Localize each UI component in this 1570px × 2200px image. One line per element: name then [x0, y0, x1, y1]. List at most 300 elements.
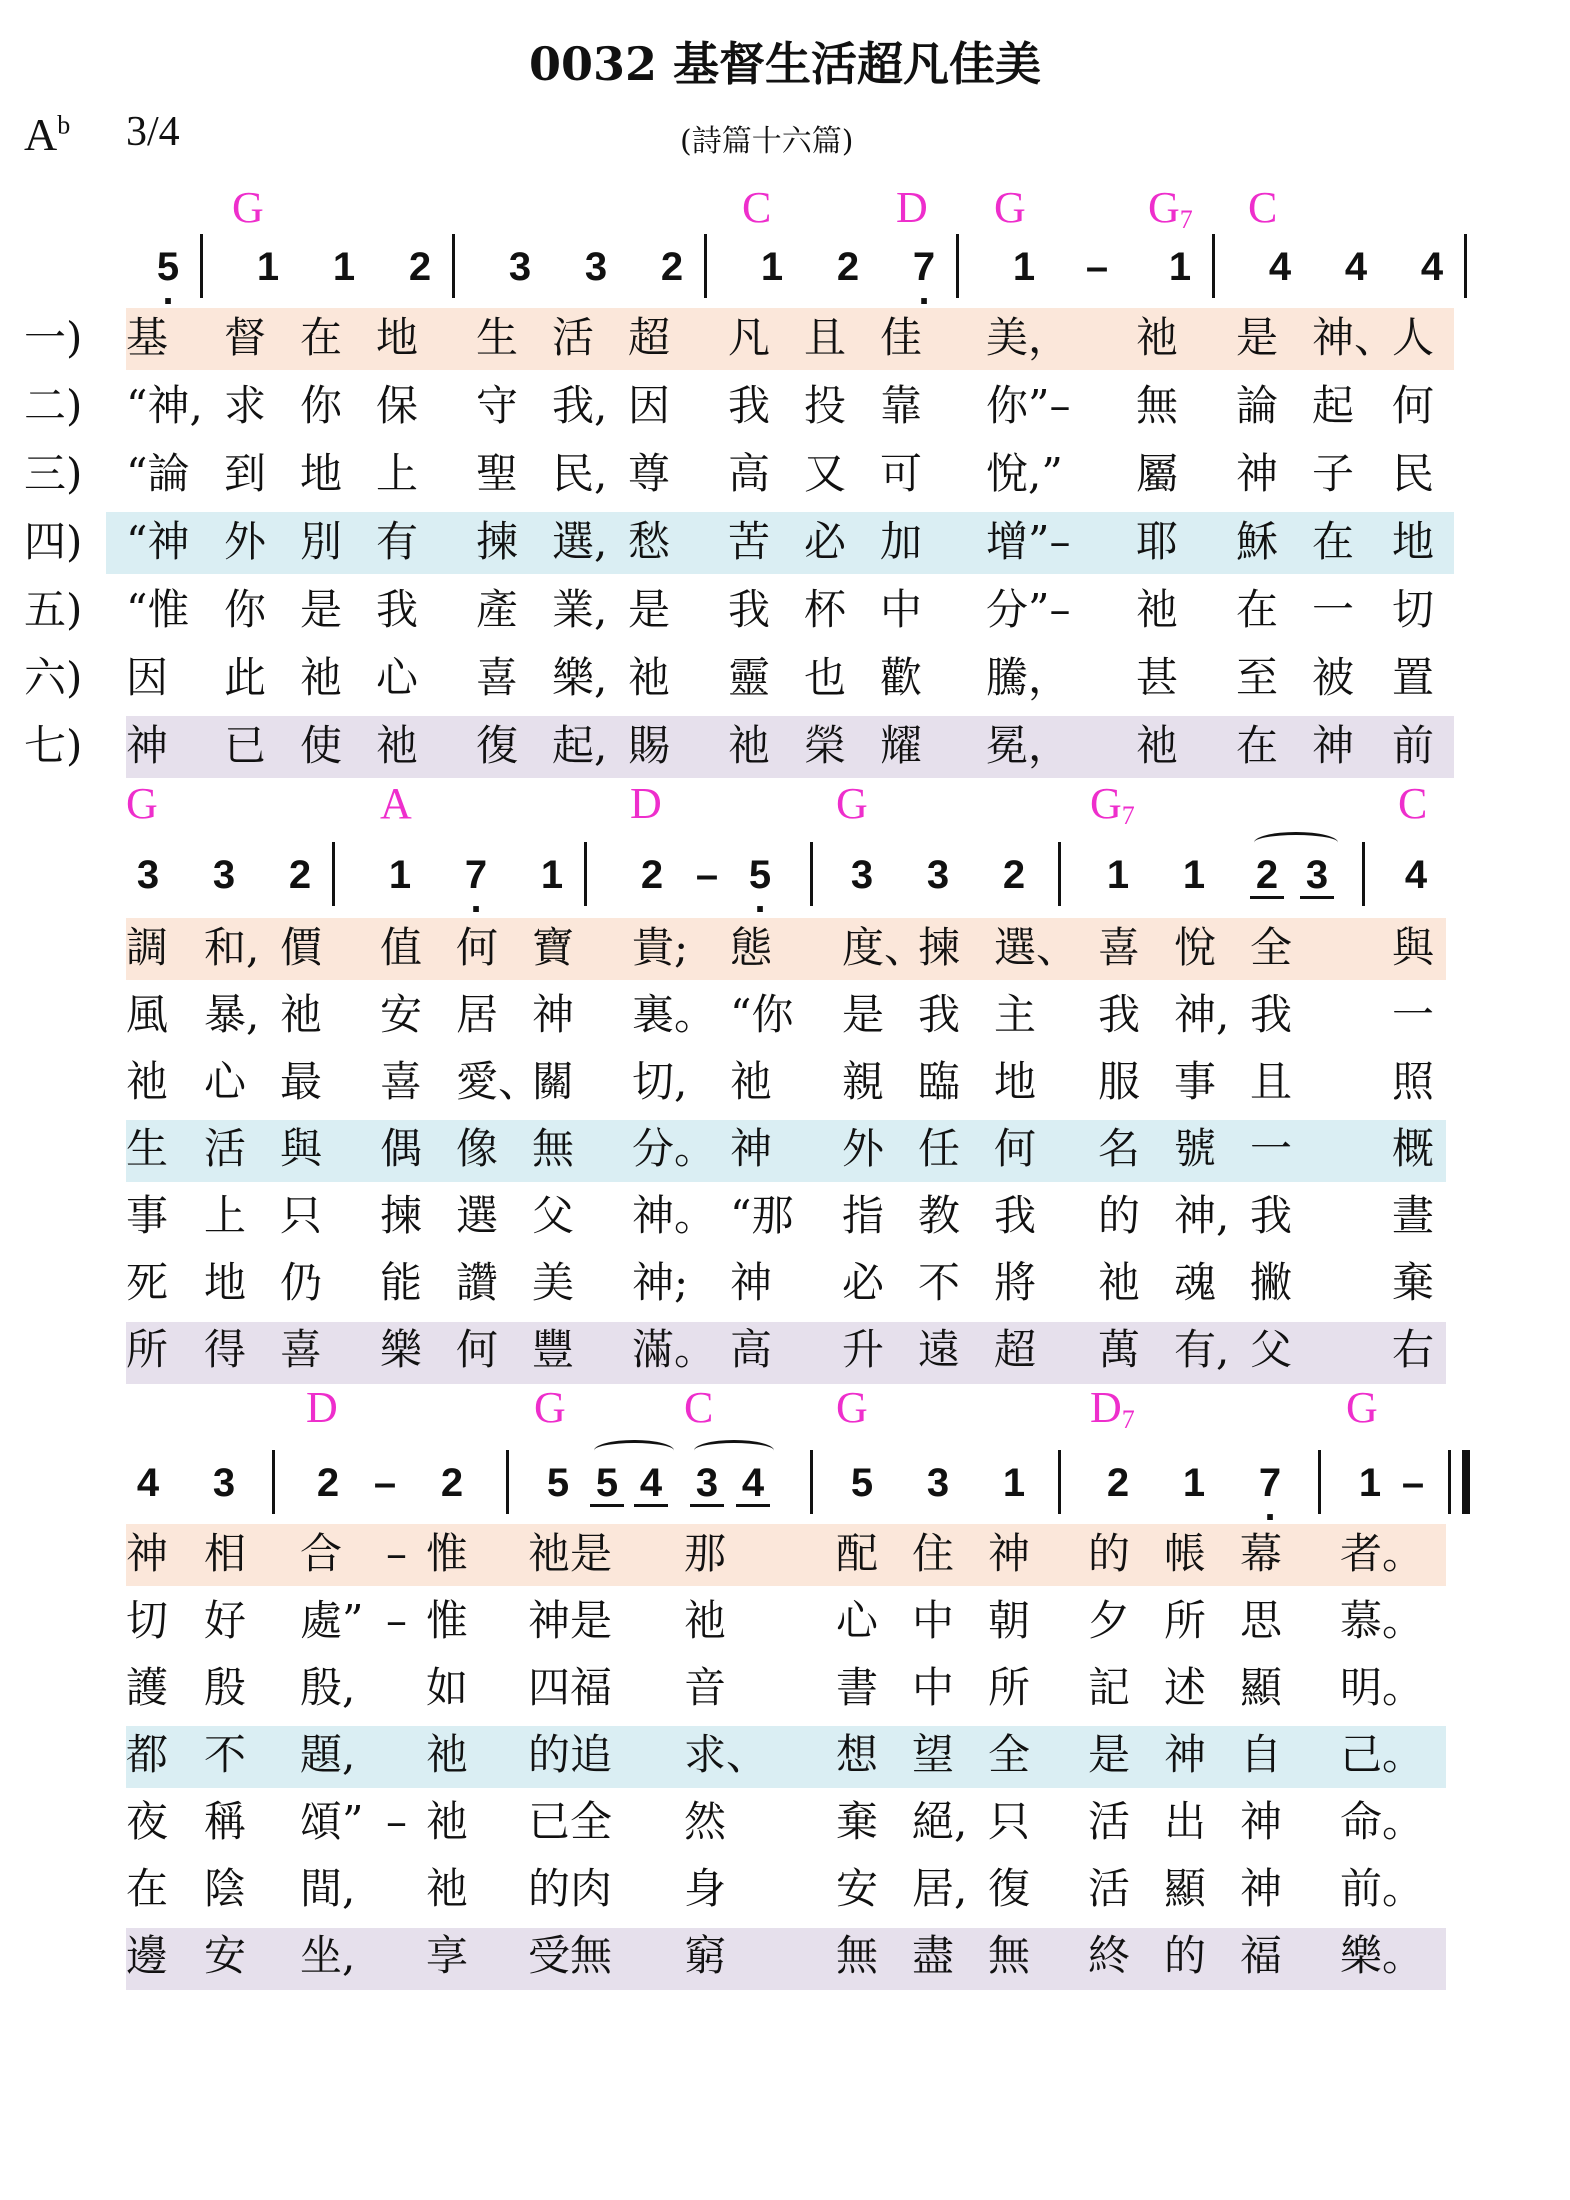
jianpu-note: 3 — [508, 245, 532, 289]
lyric-syllable: 顯 — [1164, 1864, 1207, 1913]
jianpu-note: 1 — [388, 853, 412, 897]
lyric-syllable: 四福 — [528, 1663, 613, 1712]
jianpu-note: 4 — [1268, 245, 1292, 289]
lyric-syllable: 窮 — [684, 1931, 727, 1980]
chord-symbol — [1090, 779, 1135, 838]
lyric-syllable: 心 — [376, 653, 419, 702]
lyric-syllable: 裏。 — [632, 990, 717, 1039]
lyric-syllable: 樂。 — [1340, 1931, 1425, 1980]
jianpu-note: 4 — [1344, 245, 1368, 289]
lyric-syllable: 高 — [730, 1325, 773, 1374]
lyric-syllable: 督 — [224, 313, 267, 362]
lyric-syllable: 何 — [456, 1325, 499, 1374]
slur-mark — [594, 1440, 674, 1461]
jianpu-note: 4 — [634, 1460, 668, 1507]
lyric-syllable: 揀 — [476, 517, 519, 566]
lyric-syllable: 一 — [1392, 990, 1435, 1039]
jianpu-note: 1 — [1358, 1461, 1382, 1505]
lyric-syllable: 你 — [224, 585, 267, 634]
jianpu-note: 2 — [640, 853, 664, 897]
lyric-syllable: 只 — [988, 1797, 1031, 1846]
lyric-syllable: 凡 — [728, 313, 771, 362]
lyric-syllable: 在 — [1312, 517, 1355, 566]
lyric-syllable: 心 — [836, 1596, 879, 1645]
lyric-syllable: 祂 — [426, 1797, 469, 1846]
lyric-syllable: 住 — [912, 1529, 955, 1578]
lyric-syllable: 業, — [552, 585, 608, 634]
lyric-syllable: 神, — [1174, 990, 1230, 1039]
chord-symbol — [836, 779, 868, 828]
lyric-syllable: 因 — [628, 381, 671, 430]
lyric-syllable: 全 — [988, 1730, 1031, 1779]
lyric-syllable: 耶 — [1136, 517, 1179, 566]
barline — [1058, 842, 1061, 906]
lyric-syllable: 死 — [126, 1258, 169, 1307]
lyric-syllable: 我 — [918, 990, 961, 1039]
lyric-syllable: 保 — [376, 381, 419, 430]
lyric-syllable: 尊 — [628, 449, 671, 498]
chord-symbol — [994, 183, 1026, 232]
lyric-syllable: 所 — [126, 1325, 169, 1374]
lyric-syllable: 生 — [476, 313, 519, 362]
lyric-syllable: 地 — [300, 449, 343, 498]
verse-7-band — [126, 1322, 1446, 1384]
lyric-syllable: 陰 — [204, 1864, 247, 1913]
lyric-syllable: 前 — [1392, 721, 1435, 770]
jianpu-note: 2 — [316, 1461, 340, 1505]
lyric-syllable: 生 — [126, 1124, 169, 1173]
lyric-syllable: 何 — [456, 923, 499, 972]
lyric-syllable: 祂 — [426, 1730, 469, 1779]
lyric-syllable: 祂 — [1136, 313, 1179, 362]
barline — [452, 234, 455, 298]
chord-root: D — [306, 1383, 338, 1432]
lyric-syllable: 上 — [204, 1191, 247, 1240]
lyric-syllable: 處” — [300, 1596, 364, 1645]
chord-symbol — [684, 1383, 714, 1432]
lyric-syllable: 不 — [204, 1730, 247, 1779]
jianpu-note: 7 . — [904, 244, 944, 290]
lyric-syllable: 只 — [280, 1191, 323, 1240]
lyric-syllable: 超 — [628, 313, 671, 362]
lyric-syllable: 居, — [912, 1864, 968, 1913]
lyric-syllable: 地 — [1392, 517, 1435, 566]
lyric-syllable: 豐 — [532, 1325, 575, 1374]
lyric-syllable: 棄 — [1392, 1258, 1435, 1307]
lyric-syllable: 切, — [632, 1057, 688, 1106]
lyric-syllable: “那 — [730, 1191, 794, 1240]
lyric-syllable: 指 — [842, 1191, 885, 1240]
lyric-syllable: 何 — [1392, 381, 1435, 430]
lyric-syllable: – — [386, 1596, 407, 1645]
lyric-syllable: 記 — [1088, 1663, 1131, 1712]
lyric-syllable: 至 — [1236, 653, 1279, 702]
chord-extension: 7 — [1121, 1405, 1135, 1434]
lyric-syllable: 活 — [204, 1124, 247, 1173]
lyric-syllable: 與 — [280, 1124, 323, 1173]
lyric-syllable: 增”– — [986, 517, 1071, 566]
lyric-syllable: 絕, — [912, 1797, 968, 1846]
chord-symbol — [836, 1383, 868, 1432]
chord-symbol — [232, 183, 264, 232]
lyric-syllable: 祂 — [728, 721, 771, 770]
jianpu-note: 5 — [590, 1460, 624, 1507]
lyric-syllable: 神 — [1312, 721, 1355, 770]
lyric-syllable: 歡 — [880, 653, 923, 702]
lyric-syllable: “論 — [126, 449, 190, 498]
lyric-syllable: 祂 — [1098, 1258, 1141, 1307]
lyric-syllable: 愛、 — [456, 1057, 541, 1106]
chord-root: A — [380, 779, 412, 828]
lyric-syllable: 升 — [842, 1325, 885, 1374]
lyric-syllable: 態 — [730, 923, 773, 972]
lyric-syllable: 己。 — [1340, 1730, 1425, 1779]
lyric-syllable: 神 — [988, 1529, 1031, 1578]
jianpu-note: 3 — [690, 1460, 724, 1507]
lyric-syllable: 惟 — [426, 1529, 469, 1578]
lyric-syllable: – — [386, 1529, 407, 1578]
lyric-syllable: 在 — [126, 1864, 169, 1913]
lyric-syllable: 事 — [126, 1191, 169, 1240]
lyric-syllable: 滿。 — [632, 1325, 717, 1374]
lyric-syllable: 的肉 — [528, 1864, 613, 1913]
lyric-syllable: 論 — [1236, 381, 1279, 430]
lyric-syllable: 思 — [1240, 1596, 1283, 1645]
lyric-syllable: 慕。 — [1340, 1596, 1425, 1645]
hymn-title: 0032 基督生活超凡佳美 — [528, 37, 1042, 91]
lyric-syllable: – — [386, 1797, 407, 1846]
lyric-syllable: 悅 — [1174, 923, 1217, 972]
lyric-syllable: 屬 — [1136, 449, 1179, 498]
chord-symbol — [126, 779, 158, 828]
jianpu-note: 3 — [926, 1461, 950, 1505]
lyric-syllable: 者。 — [1340, 1529, 1425, 1578]
lyric-syllable: 上 — [376, 449, 419, 498]
sustain-dash: – — [1085, 245, 1109, 289]
lyric-syllable: 喜 — [380, 1057, 423, 1106]
verse-1-band — [126, 918, 1446, 980]
jianpu-note: 3 — [1300, 852, 1334, 899]
jianpu-note: 2 — [1106, 1461, 1130, 1505]
key-signature — [24, 108, 70, 161]
lyric-syllable: 無 — [988, 1931, 1031, 1980]
lyric-syllable: 朝 — [988, 1596, 1031, 1645]
chord-symbol — [1398, 779, 1428, 828]
lyric-syllable: 所 — [1164, 1596, 1207, 1645]
lyric-syllable: 我 — [994, 1191, 1037, 1240]
lyric-syllable: 選、 — [994, 923, 1079, 972]
lyric-syllable: 加 — [880, 517, 923, 566]
lyric-syllable: 置 — [1392, 653, 1435, 702]
jianpu-note: 1 — [256, 245, 280, 289]
lyric-syllable: 相 — [204, 1529, 247, 1578]
lyric-syllable: 祂 — [730, 1057, 773, 1106]
sustain-dash: – — [695, 853, 719, 897]
lyric-syllable: 必 — [804, 517, 847, 566]
lyric-syllable: 我 — [728, 381, 771, 430]
lyric-syllable: 想 — [836, 1730, 879, 1779]
chord-root: G — [534, 1383, 566, 1432]
lyric-syllable: 在 — [1236, 585, 1279, 634]
jianpu-note: 2 — [1250, 852, 1284, 899]
lyric-syllable: 自 — [1240, 1730, 1283, 1779]
lyric-syllable: 選, — [552, 517, 608, 566]
lyric-syllable: 求、 — [684, 1730, 769, 1779]
key-accidental: b — [57, 110, 71, 140]
lyric-syllable: 的 — [1098, 1191, 1141, 1240]
lyric-syllable: 我 — [1250, 1191, 1293, 1240]
verse-label: 二) — [24, 381, 83, 430]
lyric-syllable: 活 — [1088, 1797, 1131, 1846]
lyric-syllable: 能 — [380, 1258, 423, 1307]
lyric-syllable: 求 — [224, 381, 267, 430]
lyric-syllable: 夜 — [126, 1797, 169, 1846]
lyric-syllable: 神 — [1240, 1864, 1283, 1913]
lyric-syllable: 我 — [376, 585, 419, 634]
lyric-syllable: 賜 — [628, 721, 671, 770]
barline — [1464, 234, 1467, 298]
lyric-syllable: 祂 — [426, 1864, 469, 1913]
chord-root: C — [1248, 183, 1278, 232]
lyric-syllable: 分。 — [632, 1124, 717, 1173]
barline — [1058, 1450, 1061, 1514]
lyric-syllable: 我 — [728, 585, 771, 634]
lyric-syllable: 揀 — [380, 1191, 423, 1240]
lyric-syllable: 坐, — [300, 1931, 356, 1980]
lyric-syllable: 樂, — [552, 653, 608, 702]
lyric-syllable: 守 — [476, 381, 519, 430]
sustain-dash: – — [1401, 1461, 1425, 1505]
jianpu-note: 3 — [584, 245, 608, 289]
jianpu-note: 1 — [760, 245, 784, 289]
lyric-syllable: 中 — [880, 585, 923, 634]
jianpu-note: 5 — [546, 1461, 570, 1505]
lyric-syllable: 悅,” — [986, 449, 1063, 498]
lyric-syllable: 那 — [684, 1529, 727, 1578]
lyric-syllable: 復 — [988, 1864, 1031, 1913]
lyric-syllable: 仍 — [280, 1258, 323, 1307]
jianpu-note: 1 — [332, 245, 356, 289]
lyric-syllable: 也 — [804, 653, 847, 702]
lyric-syllable: 在 — [300, 313, 343, 362]
lyric-syllable: 靠 — [880, 381, 923, 430]
jianpu-note: 1 — [1168, 245, 1192, 289]
lyric-syllable: 值 — [380, 923, 423, 972]
jianpu-note: 3 — [850, 853, 874, 897]
lyric-syllable: 明。 — [1340, 1663, 1425, 1712]
hymn-subtitle: (詩篇十六篇) — [680, 124, 854, 159]
chord-symbol — [630, 779, 662, 828]
lyric-syllable: 出 — [1164, 1797, 1207, 1846]
lyric-syllable: 又 — [804, 449, 847, 498]
verse-label: 七) — [24, 721, 83, 770]
lyric-syllable: 愁 — [628, 517, 671, 566]
lyric-syllable: 棄 — [836, 1797, 879, 1846]
lyric-syllable: 右 — [1392, 1325, 1435, 1374]
jianpu-note: 7 . — [1250, 1460, 1290, 1506]
lyric-syllable: 人 — [1392, 313, 1435, 362]
lyric-syllable: 臨 — [918, 1057, 961, 1106]
lyric-syllable: 神; — [632, 1258, 689, 1307]
lyric-syllable: 和, — [204, 923, 260, 972]
lyric-syllable: 神。 — [632, 1191, 717, 1240]
lyric-syllable: 題, — [300, 1730, 356, 1779]
lyric-syllable: 安 — [204, 1931, 247, 1980]
lyric-syllable: 投 — [804, 381, 847, 430]
lyric-syllable: 度、 — [842, 923, 927, 972]
lyric-syllable: 神 — [1240, 1797, 1283, 1846]
lyric-syllable: 像 — [456, 1124, 499, 1173]
lyric-syllable: 殷 — [204, 1663, 247, 1712]
slur-mark — [1254, 832, 1338, 853]
lyric-syllable: 美， — [986, 313, 1071, 362]
jianpu-note: 4 — [736, 1460, 770, 1507]
lyric-syllable: 間, — [300, 1864, 356, 1913]
barline — [272, 1450, 275, 1514]
lyric-syllable: 任 — [918, 1124, 961, 1173]
jianpu-note: 5 . — [148, 244, 188, 290]
chord-root: G — [1090, 779, 1122, 828]
lyric-syllable: 祂 — [300, 653, 343, 702]
verse-label: 四) — [24, 517, 83, 566]
lyric-syllable: 暴, — [204, 990, 260, 1039]
chord-root: D — [1090, 1383, 1122, 1432]
lyric-syllable: 號 — [1174, 1124, 1217, 1173]
lyric-syllable: 關 — [532, 1057, 575, 1106]
lyric-syllable: 有, — [1174, 1325, 1230, 1374]
lyric-syllable: 喜 — [1098, 923, 1141, 972]
lyric-syllable: 無 — [532, 1124, 575, 1173]
chord-root: D — [896, 183, 928, 232]
chord-symbol — [1148, 183, 1193, 242]
lyric-syllable: 切 — [1392, 585, 1435, 634]
lyric-syllable: 如 — [426, 1663, 469, 1712]
lyric-syllable: 萬 — [1098, 1325, 1141, 1374]
lyric-syllable: “惟 — [126, 585, 190, 634]
barline — [1212, 234, 1215, 298]
lyric-syllable: 福 — [1240, 1931, 1283, 1980]
lyric-syllable: 安 — [836, 1864, 879, 1913]
lyric-syllable: 價 — [280, 923, 323, 972]
jianpu-note: 5 . — [740, 852, 780, 898]
lyric-syllable: 神 — [1236, 449, 1279, 498]
lyric-syllable: 神是 — [528, 1596, 613, 1645]
jianpu-note: 1 — [1012, 245, 1036, 289]
chord-root: C — [1398, 779, 1428, 828]
lyric-syllable: 聖 — [476, 449, 519, 498]
lyric-syllable: 我, — [552, 381, 608, 430]
lyric-syllable: 不 — [918, 1258, 961, 1307]
lyric-syllable: 基 — [126, 313, 169, 362]
barline — [956, 234, 959, 298]
jianpu-note: 3 — [212, 1461, 236, 1505]
chord-root: G — [232, 183, 264, 232]
jianpu-note: 4 — [136, 1461, 160, 1505]
lyric-syllable: 神 — [126, 1529, 169, 1578]
lyric-syllable: 且 — [804, 313, 847, 362]
lyric-syllable: 我 — [1250, 990, 1293, 1039]
jianpu-note: 2 — [660, 245, 684, 289]
lyric-syllable: 已全 — [528, 1797, 613, 1846]
lyric-syllable: 分”– — [986, 585, 1071, 634]
lyric-syllable: 概 — [1392, 1124, 1435, 1173]
lyric-syllable: 我 — [1098, 990, 1141, 1039]
lyric-syllable: 全 — [1250, 923, 1293, 972]
lyric-syllable: 別 — [300, 517, 343, 566]
chord-root: G — [836, 1383, 868, 1432]
lyric-syllable: 超 — [994, 1325, 1037, 1374]
barline — [332, 842, 335, 906]
barline — [1362, 842, 1365, 906]
jianpu-note: 2 — [1002, 853, 1026, 897]
chord-symbol — [742, 183, 772, 232]
jianpu-note: 1 — [1106, 853, 1130, 897]
lyric-syllable: 貴; — [632, 923, 689, 972]
verse-label: 五) — [24, 585, 83, 634]
lyric-syllable: 甚 — [1136, 653, 1179, 702]
lyric-syllable: 身 — [684, 1864, 727, 1913]
barline — [584, 842, 587, 906]
lyric-syllable: 是 — [628, 585, 671, 634]
lyric-syllable: 事 — [1174, 1057, 1217, 1106]
lyric-syllable: 民 — [1392, 449, 1435, 498]
verse-label: 三) — [24, 449, 83, 498]
barline — [810, 1450, 813, 1514]
chord-symbol — [1248, 183, 1278, 232]
barline — [810, 842, 813, 906]
lyric-syllable: 活 — [552, 313, 595, 362]
lyric-syllable: 居 — [456, 990, 499, 1039]
jianpu-note: 2 — [408, 245, 432, 289]
barline — [704, 234, 707, 298]
lyric-syllable: 頌” — [300, 1797, 364, 1846]
lyric-syllable: 祂 — [280, 990, 323, 1039]
jianpu-note: 4 — [1420, 245, 1444, 289]
lyric-syllable: 地 — [204, 1258, 247, 1307]
lyric-syllable: 名 — [1098, 1124, 1141, 1173]
chord-root: G — [1346, 1383, 1378, 1432]
lyric-syllable: 最 — [280, 1057, 323, 1106]
time-signature: 3/4 — [126, 109, 180, 155]
chord-symbol — [896, 183, 928, 232]
lyric-syllable: 因 — [126, 653, 169, 702]
lyric-syllable: 得 — [204, 1325, 247, 1374]
lyric-syllable: 地 — [994, 1057, 1037, 1106]
jianpu-note: 1 — [1182, 853, 1206, 897]
lyric-syllable: 耀 — [880, 721, 923, 770]
lyric-syllable: 服 — [1098, 1057, 1141, 1106]
lyric-syllable: 撇 — [1250, 1258, 1293, 1307]
lyric-syllable: 合 — [300, 1529, 343, 1578]
lyric-syllable: 主 — [994, 990, 1037, 1039]
lyric-syllable: 祂 — [1136, 721, 1179, 770]
lyric-syllable: 心 — [204, 1057, 247, 1106]
jianpu-note: 4 — [1404, 853, 1428, 897]
lyric-syllable: 是 — [300, 585, 343, 634]
lyric-syllable: 高 — [728, 449, 771, 498]
lyric-syllable: 活 — [1088, 1864, 1131, 1913]
lyric-syllable: 一 — [1250, 1124, 1293, 1173]
lyric-syllable: 祂 — [628, 653, 671, 702]
lyric-syllable: 此 — [224, 653, 267, 702]
lyric-syllable: 中 — [912, 1596, 955, 1645]
lyric-syllable: 魂 — [1174, 1258, 1217, 1307]
lyric-syllable: 帳 — [1164, 1529, 1207, 1578]
lyric-syllable: 何 — [994, 1124, 1037, 1173]
lyric-syllable: 靈 — [728, 653, 771, 702]
lyric-syllable: 照 — [1392, 1057, 1435, 1106]
key-root: A — [24, 109, 58, 160]
